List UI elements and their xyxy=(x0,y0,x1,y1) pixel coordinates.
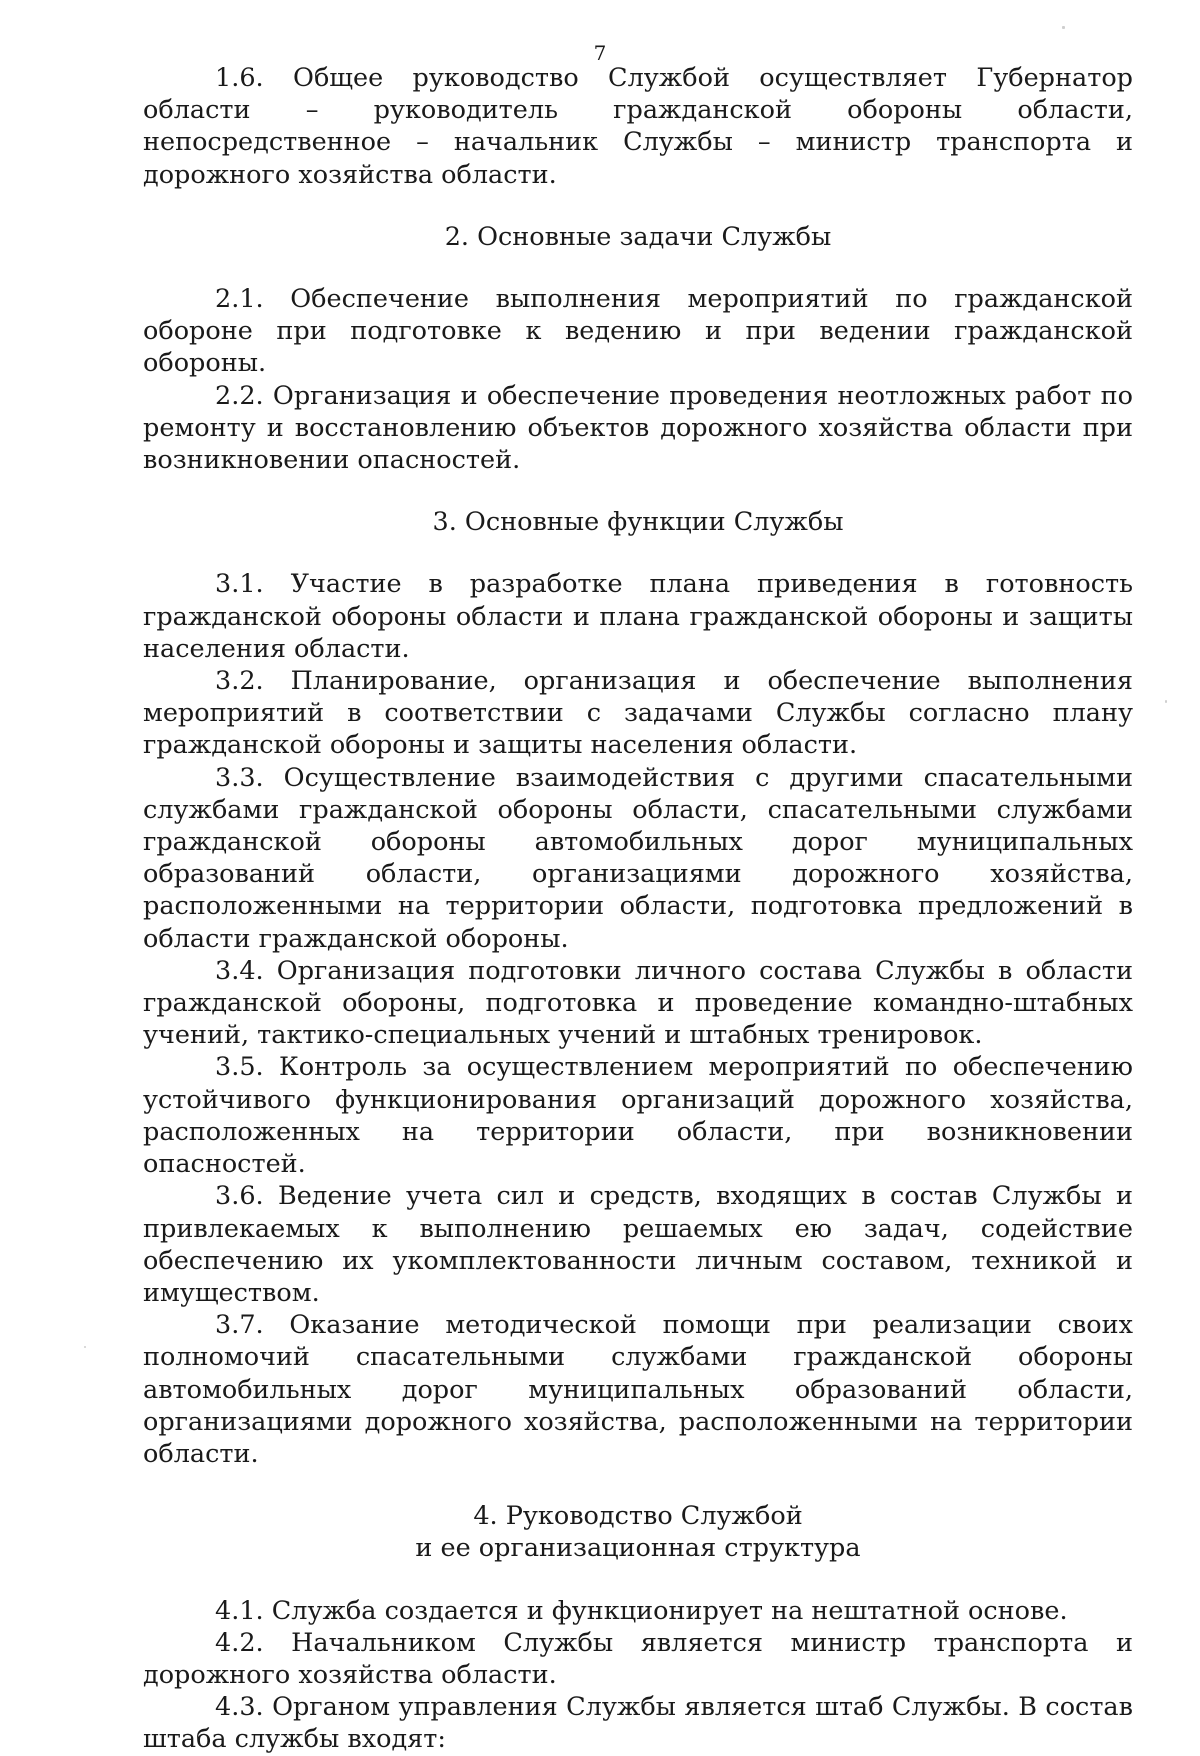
paragraph-4-2: 4.2. Начальником Службы является министр транспорта и дорожного хозяйства области. xyxy=(143,1627,1133,1690)
section-heading-3 xyxy=(143,506,1133,538)
section-heading-line: 4. Руководство Службой xyxy=(473,1501,803,1532)
scan-artifact xyxy=(84,1346,86,1348)
scan-artifact xyxy=(1062,26,1065,29)
section-heading-line: 3. Основные функции Службы xyxy=(432,507,844,538)
paragraph-3-6: 3.6. Ведение учета сил и средств, входящих в состав Службы и привлекаемых к выполнению решаемых ею задач, содействие обеспечению их укомплектованности личным составом, техникой и имуществом. xyxy=(143,1181,1133,1308)
paragraph-1-6: 1.6. Общее руководство Службой осуществляет Губернатор области – руководитель гражданской обороны области, непосредственное – начальник Службы – министр транспорта и дорожного хозяйства области. xyxy=(143,63,1133,190)
section-heading-4 xyxy=(143,1500,1133,1564)
paragraph-2-2: 2.2. Организация и обеспечение проведения неотложных работ по ремонту и восстановлению объектов дорожного хозяйства области при возникновении опасностей. xyxy=(143,380,1133,476)
scan-artifact xyxy=(1165,700,1167,703)
page-number: 7 xyxy=(593,41,607,65)
paragraph-3-5: 3.5. Контроль за осуществлением мероприятий по обеспечению устойчивого функционирования организаций дорожного хозяйства, расположенных на территории области, при возникновении опасностей. xyxy=(143,1052,1133,1180)
section-heading-2 xyxy=(143,221,1133,253)
paragraph-3-1: 3.1. Участие в разработке плана приведения в готовность гражданской обороны области и плана гражданской обороны и защиты населения области. xyxy=(143,569,1133,664)
paragraph-4-3: 4.3. Органом управления Службы является штаб Службы. В состав штаба службы входят: xyxy=(143,1692,1133,1755)
document-body xyxy=(143,62,1133,1756)
paragraph-4-1: 4.1. Служба создается и функционирует на нештатной основе. xyxy=(215,1595,1068,1626)
paragraph-3-3: 3.3. Осуществление взаимодействия с другими спасательными службами гражданской обороны области, спасательными службами гражданской обороны автомобильных дорог муниципальных образований области, организациями дорожного хозяйства, расположенными на территории области, подготовка предложений в области гражданской обороны. xyxy=(143,762,1133,954)
section-heading-line: и ее организационная структура xyxy=(415,1533,861,1564)
paragraph-3-4: 3.4. Организация подготовки личного состава Службы в области гражданской обороны, подготовка и проведение командно-штабных учений, тактико-специальных учений и штабных тренировок. xyxy=(143,955,1133,1051)
paragraph-2-1: 2.1. Обеспечение выполнения мероприятий по гражданской обороне при подготовке к ведению и при ведении гражданской обороны. xyxy=(143,284,1133,379)
section-heading-line: 2. Основные задачи Службы xyxy=(444,221,832,252)
paragraph-3-7: 3.7. Оказание методической помощи при реализации своих полномочий спасательными службами гражданской обороны автомобильных дорог муниципальных образований области, организациями дорожного хозяйства, расположенными на территории области. xyxy=(143,1310,1133,1469)
paragraph-3-2: 3.2. Планирование, организация и обеспечение выполнения мероприятий в соответствии с задачами Службы согласно плану гражданской обороны и защиты населения области. xyxy=(143,666,1133,761)
